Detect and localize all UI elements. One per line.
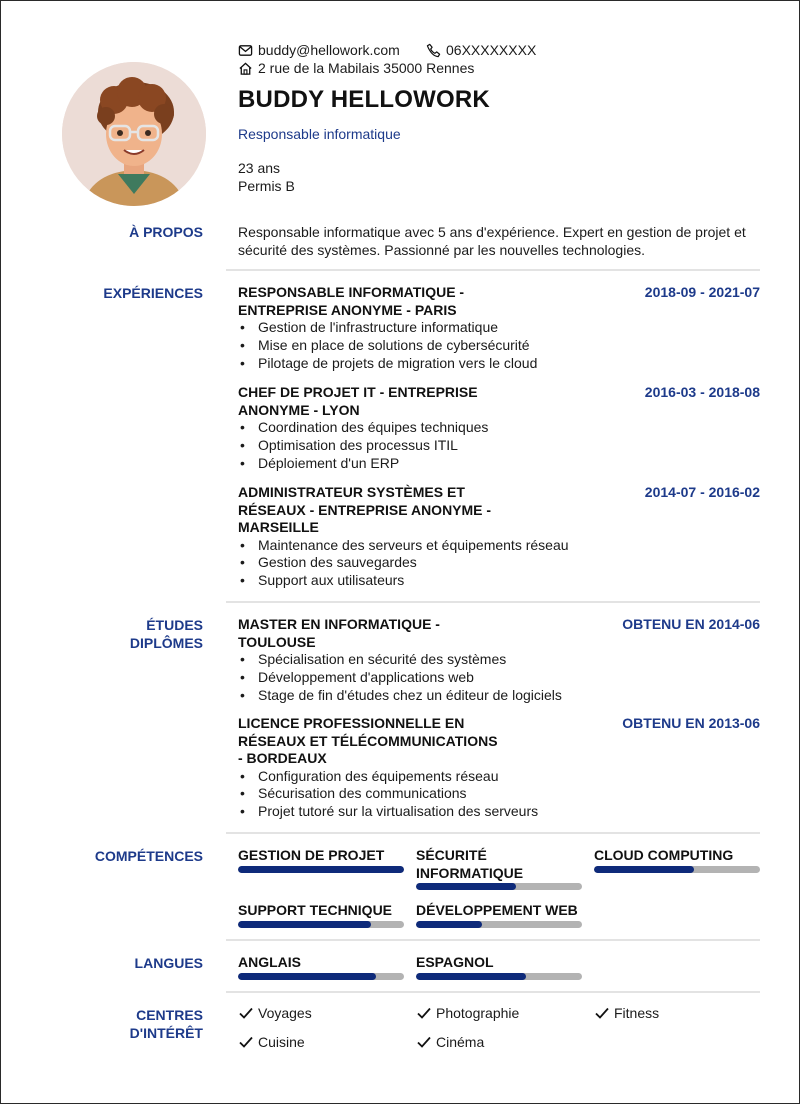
interest-label: Cuisine	[258, 1034, 305, 1050]
section-label-languages: LANGUES	[134, 955, 203, 971]
section-label-interests	[130, 1006, 203, 1042]
skill-bar-fill	[238, 921, 371, 928]
experience-entry	[238, 484, 760, 590]
phone-icon	[426, 43, 441, 58]
skill-bar	[416, 921, 582, 928]
experience-bullets	[238, 419, 760, 472]
experience-title: CHEF DE PROJET IT - ENTREPRISE ANONYME - LYON	[238, 384, 478, 418]
email-text: buddy@hellowork.com	[258, 42, 400, 58]
study-date: OBTENU EN 2014-06	[622, 616, 760, 632]
list-item: • Mise en place de solutions de cybersécurité	[238, 337, 760, 355]
skill-bar	[416, 883, 582, 890]
skill-item	[594, 847, 760, 873]
language-bar-fill	[416, 973, 526, 980]
check-icon	[238, 1034, 254, 1050]
skill-label: CLOUD COMPUTING	[594, 847, 734, 863]
job-title: Responsable informatique	[238, 126, 401, 142]
list-item: • Pilotage de projets de migration vers le cloud	[238, 355, 760, 373]
check-icon	[416, 1005, 432, 1021]
experience-title: RESPONSABLE INFORMATIQUE - ENTREPRISE ANONYME - PARIS	[238, 284, 465, 318]
divider	[226, 991, 760, 993]
study-entry	[238, 715, 760, 821]
phone-contact[interactable]	[426, 42, 536, 58]
interest-item	[594, 1005, 659, 1021]
address-contact	[238, 60, 474, 76]
interest-item	[238, 1034, 305, 1050]
skill-bar	[594, 866, 760, 873]
skill-label: SUPPORT TECHNIQUE	[238, 902, 393, 918]
list-item: • Coordination des équipes techniques	[238, 419, 760, 437]
candidate-name: BUDDY HELLOWORK	[238, 86, 490, 113]
skill-bar	[238, 866, 404, 873]
interest-item	[416, 1034, 484, 1050]
interest-label: Voyages	[258, 1005, 312, 1021]
list-item: • Projet tutoré sur la virtualisation des serveurs	[238, 803, 760, 821]
section-label-experiences: EXPÉRIENCES	[103, 285, 203, 301]
skill-bar-fill	[416, 883, 516, 890]
skill-label: SÉCURITÉ INFORMATIQUE	[416, 847, 524, 881]
section-label-studies	[130, 616, 203, 652]
study-bullets	[238, 651, 760, 704]
home-icon	[238, 61, 253, 76]
experience-title: ADMINISTRATEUR SYSTÈMES ET RÉSEAUX - ENTREPRISE ANONYME - MARSEILLE	[238, 484, 492, 535]
avatar	[62, 62, 206, 206]
language-item	[416, 954, 582, 980]
skill-bar-fill	[594, 866, 694, 873]
list-item: • Déploiement d'un ERP	[238, 455, 760, 473]
divider	[226, 832, 760, 834]
study-bullets	[238, 768, 760, 821]
study-title: LICENCE PROFESSIONNELLE EN RÉSEAUX ET TÉLÉCOMMUNICATIONS - BORDEAUX	[238, 715, 498, 766]
list-item: • Stage de fin d'études chez un éditeur de logiciels	[238, 687, 760, 705]
check-icon	[416, 1034, 432, 1050]
age: 23 ans	[238, 160, 281, 176]
interest-item	[238, 1005, 312, 1021]
section-label-studies-line2: DIPLÔMES	[129, 635, 203, 651]
language-label: ANGLAIS	[238, 954, 301, 970]
language-bar	[416, 973, 582, 980]
divider	[226, 269, 760, 271]
skill-label: GESTION DE PROJET	[238, 847, 385, 863]
experience-entry	[238, 384, 760, 472]
language-label: ESPAGNOL	[416, 954, 494, 970]
skill-label: DÉVELOPPEMENT WEB	[416, 902, 578, 918]
skill-item	[416, 847, 582, 890]
email-contact[interactable]	[238, 42, 400, 58]
skill-item	[416, 902, 582, 928]
list-item: • Spécialisation en sécurité des systèmes	[238, 651, 760, 669]
list-item: • Gestion de l'infrastructure informatique	[238, 319, 760, 337]
list-item: • Gestion des sauvegardes	[238, 554, 760, 572]
language-item	[238, 954, 404, 980]
interest-item	[416, 1005, 519, 1021]
list-item: • Configuration des équipements réseau	[238, 768, 760, 786]
study-title: MASTER EN INFORMATIQUE - TOULOUSE	[238, 616, 440, 650]
skill-item	[238, 847, 404, 873]
phone-text: 06XXXXXXXX	[446, 42, 537, 58]
experience-bullets	[238, 319, 760, 372]
address-text: 2 rue de la Mabilais 35000 Rennes	[258, 60, 475, 76]
experience-date: 2014-07 - 2016-02	[644, 484, 760, 500]
list-item: • Développement d'applications web	[238, 669, 760, 687]
check-icon	[238, 1005, 254, 1021]
driving-license: Permis B	[238, 178, 295, 194]
section-label-interests-line1: CENTRES	[136, 1007, 203, 1023]
section-label-skills: COMPÉTENCES	[94, 848, 203, 864]
language-bar-fill	[238, 973, 376, 980]
study-date: OBTENU EN 2013-06	[622, 715, 760, 731]
section-label-studies-line1: ÉTUDES	[146, 617, 203, 633]
study-entry	[238, 616, 760, 704]
interest-label: Fitness	[614, 1005, 660, 1021]
avatar-illustration	[62, 62, 206, 206]
about-text: Responsable informatique avec 5 ans d'expérience. Expert en gestion de projet et sécurité des systèmes. Passionné par les nouvelles technologies.	[238, 224, 746, 258]
divider	[226, 601, 760, 603]
mail-icon	[238, 43, 253, 58]
interest-label: Cinéma	[436, 1034, 485, 1050]
section-label-interests-line2: D'INTÉRÊT	[129, 1025, 203, 1041]
experience-date: 2018-09 - 2021-07	[644, 284, 760, 300]
list-item: • Optimisation des processus ITIL	[238, 437, 760, 455]
experience-bullets	[238, 537, 760, 590]
list-item: • Support aux utilisateurs	[238, 572, 760, 590]
experience-date: 2016-03 - 2018-08	[644, 384, 760, 400]
skill-bar-fill	[416, 921, 482, 928]
skill-bar	[238, 921, 404, 928]
list-item: • Maintenance des serveurs et équipements réseau	[238, 537, 760, 555]
experience-entry	[238, 284, 760, 372]
divider	[226, 939, 760, 941]
interest-label: Photographie	[436, 1005, 520, 1021]
check-icon	[594, 1005, 610, 1021]
skill-bar-fill	[238, 866, 404, 873]
section-label-about: À PROPOS	[129, 224, 203, 240]
list-item: • Sécurisation des communications	[238, 785, 760, 803]
language-bar	[238, 973, 404, 980]
skill-item	[238, 902, 404, 928]
